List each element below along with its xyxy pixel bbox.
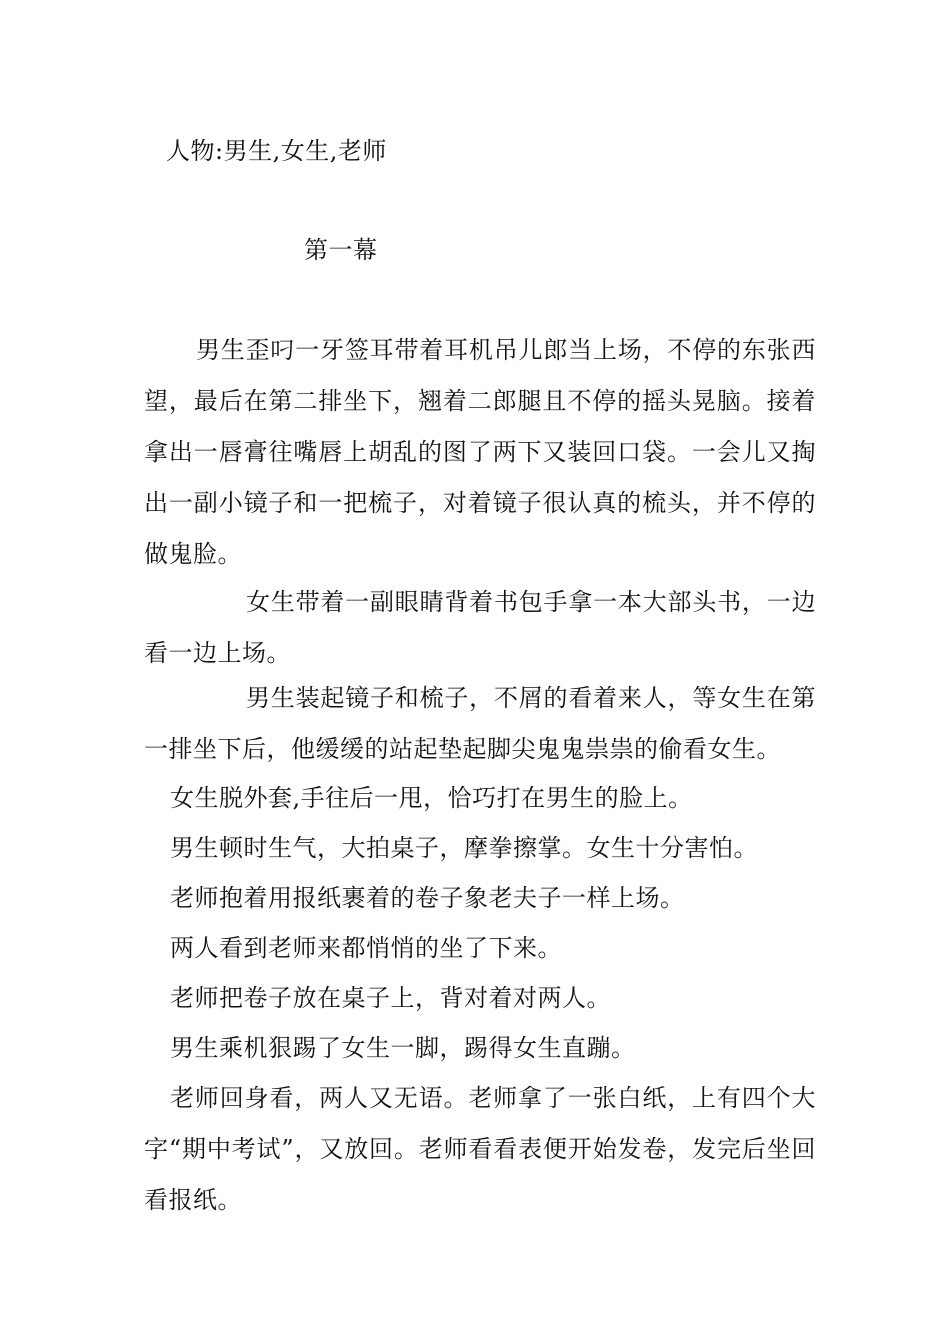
paragraph-6: 老师抱着用报纸裹着的卷子象老夫子一样上场。 xyxy=(170,884,685,912)
paragraph-1: 男生歪叼一牙签耳带着耳机吊儿郎当上场，不停的东张西望，最后在第二排坐下，翘着二郎腿且不停的摇头晃脑。接着拿出一唇膏往嘴唇上胡乱的图了两下又装回口袋。一会儿又掏出一副小镜子和一把梳子，对着镜子很认真的梳头，并不停的做鬼脸。 xyxy=(144,336,816,568)
paragraph-4: 女生脱外套,手往后一甩，恰巧打在男生的脸上。 xyxy=(170,784,693,812)
paragraph-10: 老师回身看，两人又无语。老师拿了一张白纸，上有四个大字“期中考试”，又放回。老师看看表便开始发卷，发完后坐回看报纸。 xyxy=(144,1084,816,1214)
paragraph-8: 老师把卷子放在桌子上，背对着对两人。 xyxy=(170,984,611,1012)
act-title: 第一幕 xyxy=(304,236,378,264)
paragraph-2: 女生带着一副眼睛背着书包手拿一本大部头书，一边看一边上场。 xyxy=(144,588,816,667)
paragraph-9: 男生乘机狠踢了女生一脚，踢得女生直蹦。 xyxy=(170,1034,636,1062)
paragraph-5: 男生顿时生气，大拍桌子，摩拳擦掌。女生十分害怕。 xyxy=(170,834,758,862)
characters-line: 人物:男生,女生,老师 xyxy=(166,137,387,165)
paragraph-7: 两人看到老师来都悄悄的坐了下来。 xyxy=(170,934,562,962)
paragraph-3: 男生装起镜子和梳子，不屑的看着来人，等女生在第一排坐下后，他缓缓的站起垫起脚尖鬼鬼祟祟的偷看女生。 xyxy=(144,684,816,763)
